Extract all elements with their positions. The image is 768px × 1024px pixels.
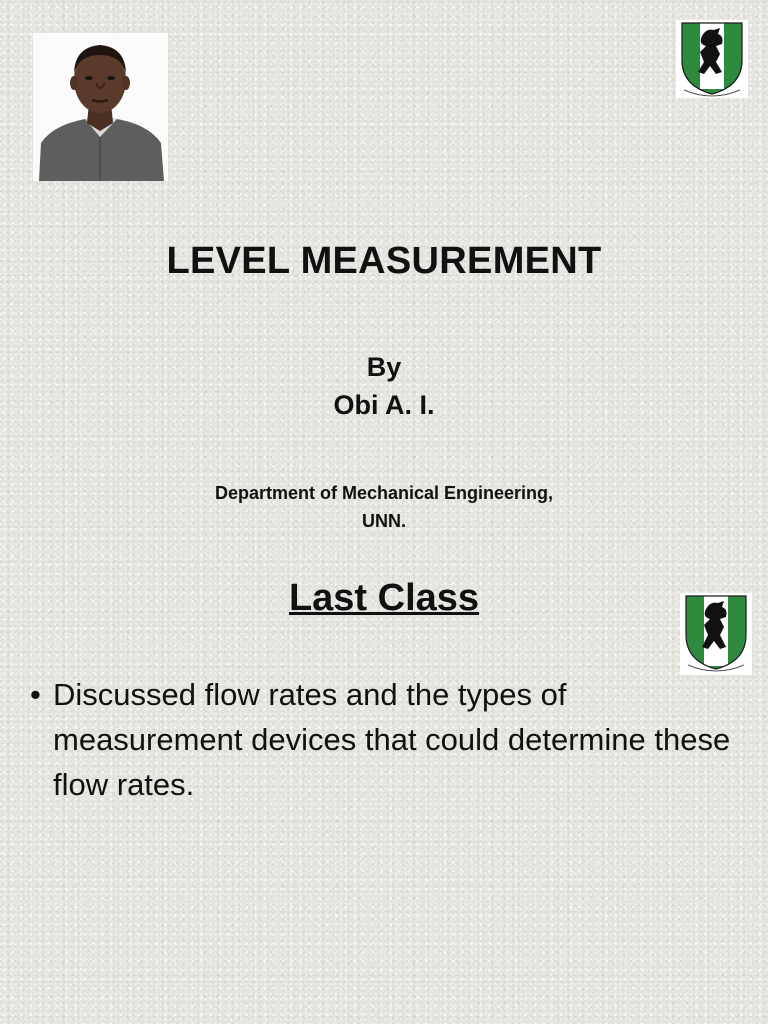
- unn-crest-icon: [680, 593, 752, 675]
- university-crest-secondary: [680, 593, 752, 675]
- author-photo: [33, 33, 168, 181]
- institution-name: UNN.: [362, 511, 406, 531]
- unn-crest-icon: [676, 20, 748, 98]
- byline: [0, 348, 768, 424]
- author-name: Obi A. I.: [333, 390, 435, 420]
- slide-heading: Last Class: [288, 577, 480, 619]
- university-crest: [676, 20, 748, 98]
- bullet-list: [30, 672, 750, 807]
- list-item: • Discussed flow rates and the types of measurement devices that could determine these flow rates.: [30, 672, 750, 807]
- department-name: Department of Mechanical Engineering,: [214, 483, 554, 503]
- slide-title: LEVEL MEASUREMENT: [166, 240, 602, 282]
- by-label: By: [366, 352, 402, 382]
